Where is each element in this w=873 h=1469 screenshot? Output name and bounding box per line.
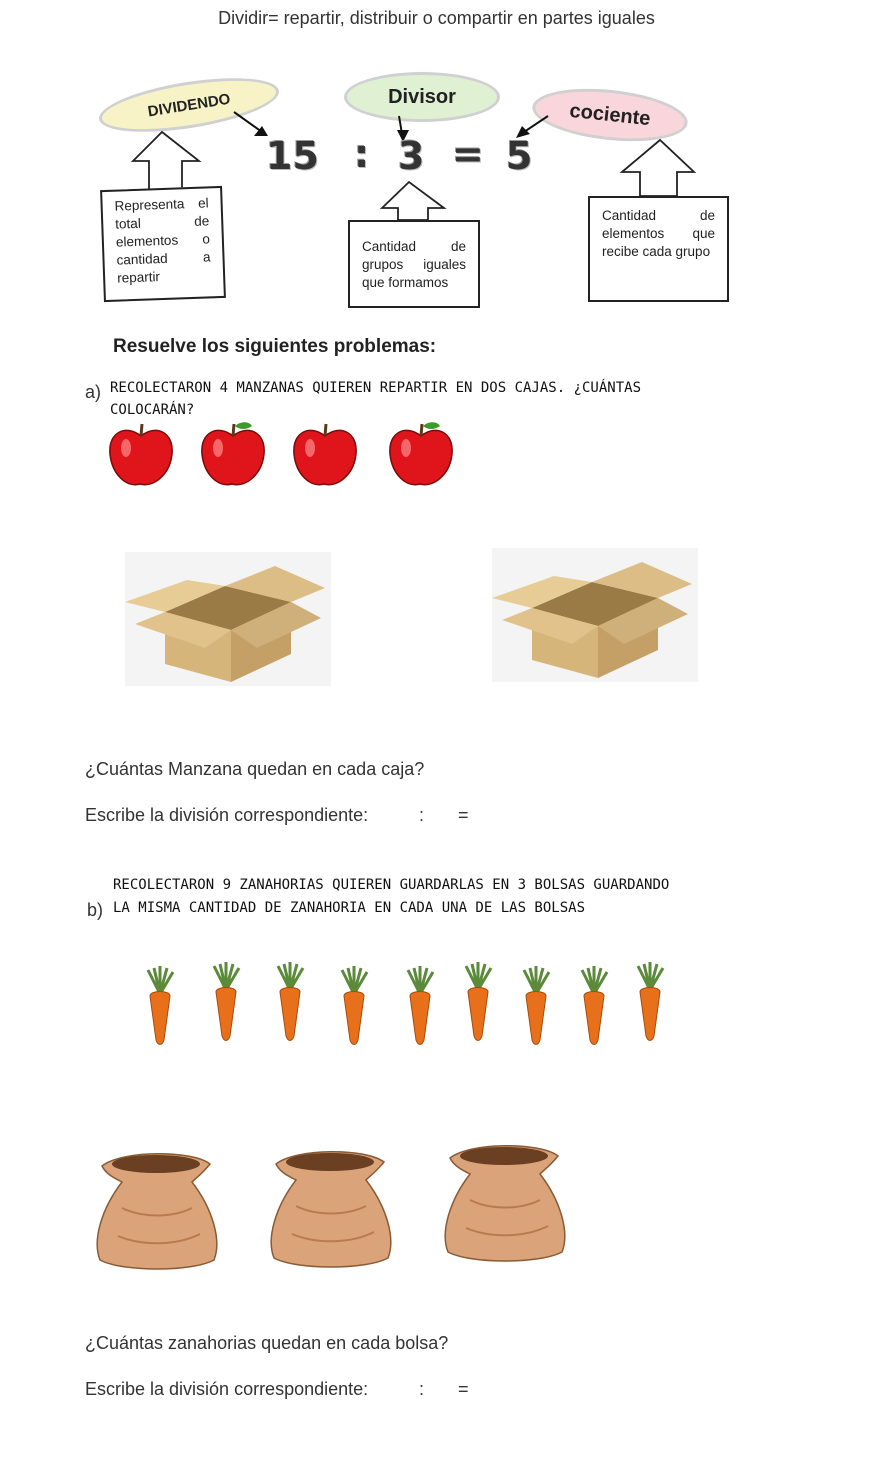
dividend-description-box: Representa el total de elementos o cantidad a repartir [100,186,226,302]
problem-a-question: ¿Cuántas Manzana quedan en cada caja? [85,759,425,779]
box-icon [125,552,331,686]
problem-a-line2: COLOCARÁN? [110,402,195,418]
number-dividend: 15 [266,134,319,178]
box-icon [492,548,698,682]
apple-icon [106,418,176,490]
problem-b-div-sign: : [419,1379,425,1399]
problem-b-letter: b) [87,900,104,920]
carrot-icon [140,966,180,1048]
apples-row [100,418,480,498]
division-diagram [0,60,873,320]
problem-b-line1: RECOLECTARON 9 ZANAHORIAS QUIEREN GUARDARLAS EN 3 BOLSAS GUARDANDO [113,877,670,893]
carrot-icon [206,962,246,1044]
apple-icon [198,418,268,490]
dividend-label: DIVIDENDO [146,90,232,120]
divide-sign: : [354,132,370,176]
carrots-row [140,962,680,1048]
problem-b-question: ¿Cuántas zanahorias quedan en cada bolsa? [85,1333,449,1353]
carrot-icon [334,966,374,1048]
equals-sign: = [452,132,484,176]
problem-a-line1: RECOLECTARON 4 MANZANAS QUIEREN REPARTIR EN DOS CAJAS. ¿CUÁNTAS [110,380,642,396]
carrot-icon [270,962,310,1044]
carrot-icon [630,962,670,1044]
number-divisor: 3 [398,134,425,178]
page-title: Dividir= repartir, distribuir o compartir en partes iguales [218,8,655,28]
carrot-icon [458,962,498,1044]
quotient-description-box: Cantidad de elementos que recibe cada grupo [588,196,729,302]
problem-a-letter: a) [85,382,102,402]
apple-icon [290,418,360,490]
number-quotient: 5 [506,134,533,178]
problem-a-division-label: Escribe la división correspondiente: [85,805,369,825]
apple-icon [386,418,456,490]
problem-b-division-label: Escribe la división correspondiente: [85,1379,369,1399]
divisor-description-box: Cantidad de grupos iguales que formamos [348,220,480,308]
problem-a-eq-sign: = [458,805,469,825]
carrot-icon [574,966,614,1048]
section-heading: Resuelve los siguientes problemas: [113,336,437,357]
sack-icon [266,1146,398,1270]
divisor-label: Divisor [388,85,456,108]
sack-icon [92,1148,224,1272]
carrot-icon [400,966,440,1048]
quotient-label: cociente [568,99,652,130]
problem-b-line2: LA MISMA CANTIDAD DE ZANAHORIA EN CADA UNA DE LAS BOLSAS [113,900,586,916]
carrot-icon [516,966,556,1048]
sack-icon [440,1140,572,1264]
problem-b-eq-sign: = [458,1379,469,1399]
problem-a-div-sign: : [419,805,425,825]
